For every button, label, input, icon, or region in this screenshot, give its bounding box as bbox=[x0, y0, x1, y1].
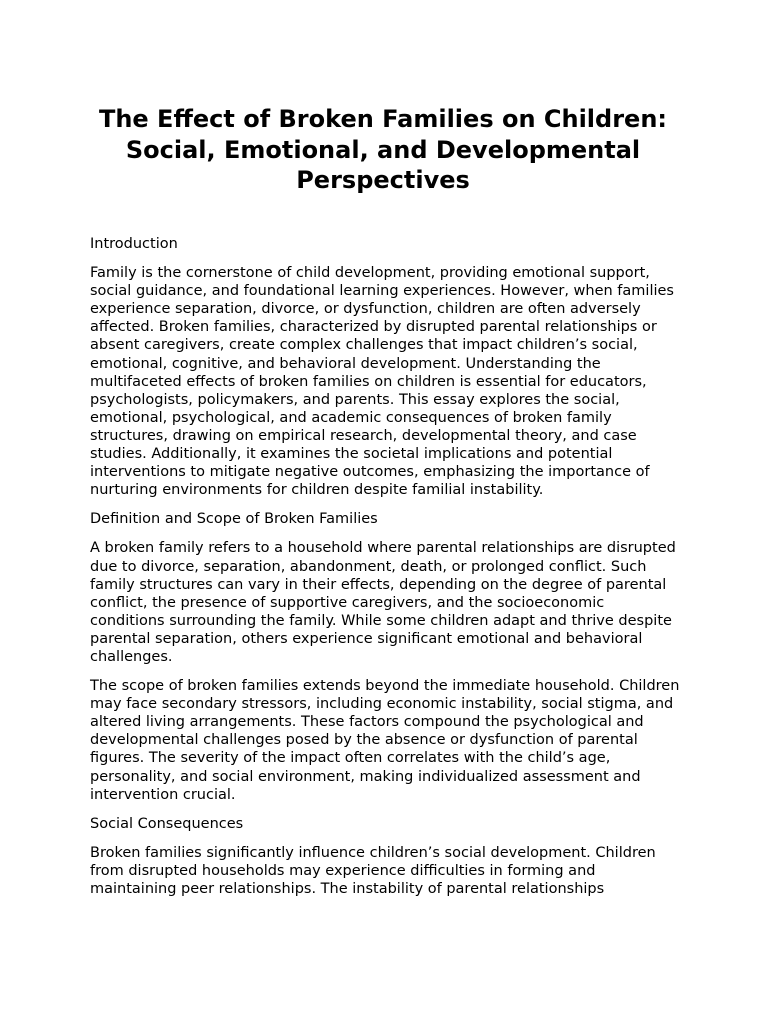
document-title: The Effect of Broken Families on Children: Social, Emotional, and Developmental Perspectives bbox=[98, 105, 668, 194]
section-heading-definition: Definition and Scope of Broken Families bbox=[90, 511, 378, 528]
document-body bbox=[90, 235, 682, 909]
social-consequences-paragraph: Broken families significantly influence children’s social development. Children from disrupted households may experience difficulties in forming and maintaining peer relationships. The instability of parental relationships bbox=[90, 844, 656, 897]
section-heading-social-consequences: Social Consequences bbox=[90, 815, 244, 832]
definition-paragraph-2: The scope of broken families extends beyond the immediate household. Children may face secondary stressors, including economic instability, social stigma, and altered living arrangements. These factors compound the psychological and developmental challenges posed by the absence or dysfunction of parental figures. The severity of the impact often correlates with the child’s age, personality, and social environment, making individualized assessment and intervention crucial. bbox=[90, 678, 680, 803]
section-heading-introduction: Introduction bbox=[90, 236, 178, 252]
introduction-paragraph: Family is the cornerstone of child development, providing emotional support, social guidance, and foundational learning experiences. However, when families experience separation, divorce, or dysfunction, children are often adversely affected. Broken families, characterized by disrupted parental relationships or absent caregivers, create complex challenges that impact children’s social, emotional, cognitive, and behavioral development. Understanding the multifaceted effects of broken families on children is essential for educators, psychologists, policymakers, and parents. This essay explores the social, emotional, psychological, and academic consequences of broken family structures, drawing on empirical research, developmental theory, and case studies. Additionally, it examines the societal implications and potential interventions to mitigate negative outcomes, emphasizing the importance of nurturing environments for children despite familial instability. bbox=[90, 265, 674, 499]
definition-paragraph-1: A broken family refers to a household where parental relationships are disrupted due to divorce, separation, abandonment, death, or prolonged conflict. Such family structures can vary in their effects, depending on the degree of parental conflict, the presence of supportive caregivers, and the socioeconomic conditions surrounding the family. While some children adapt and thrive despite parental separation, others experience significant emotional and behavioral challenges. bbox=[90, 540, 676, 665]
